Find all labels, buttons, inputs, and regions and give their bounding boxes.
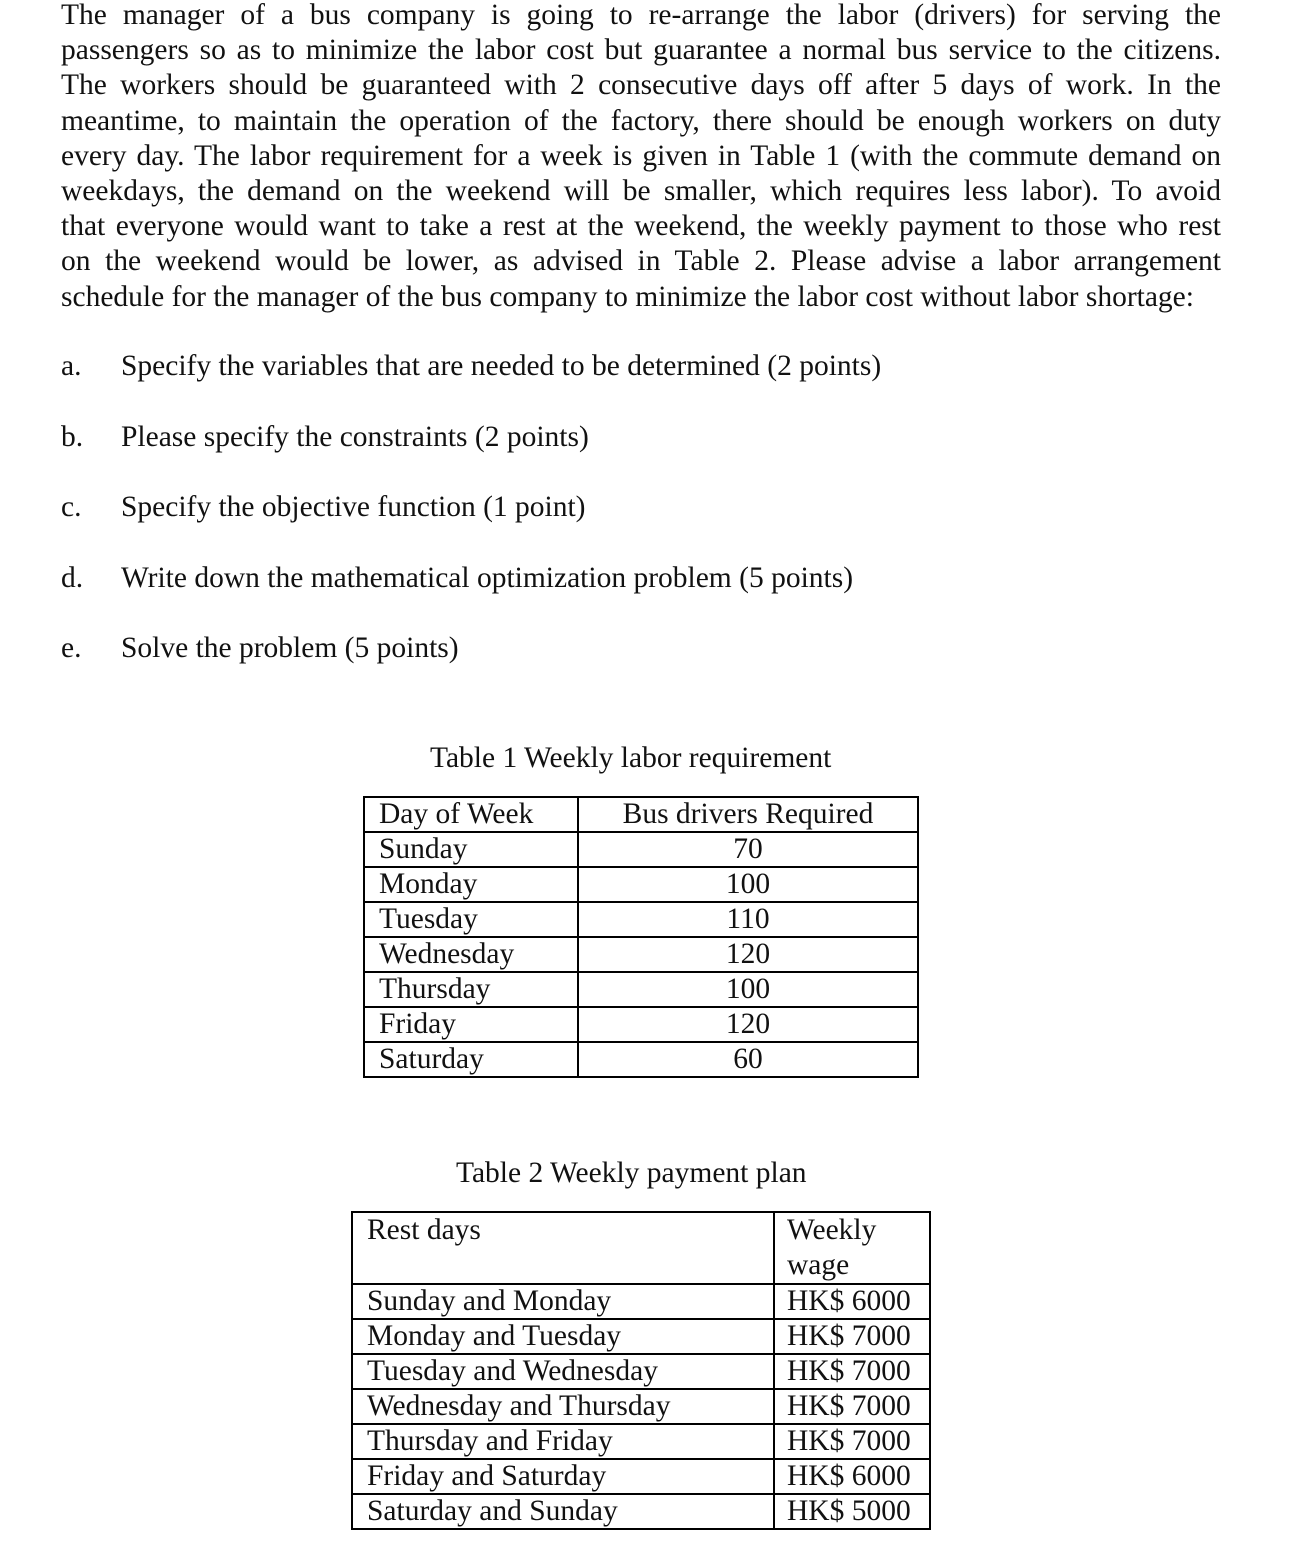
question-text: Solve the problem (5 points) (121, 632, 459, 664)
question-text: Please specify the constraints (2 points) (121, 421, 589, 453)
rest-days-cell: Tuesday and Wednesday (352, 1354, 774, 1389)
question-text: Specify the objective function (1 point) (121, 491, 586, 523)
table-row (352, 1494, 930, 1529)
rest-days-cell: Sunday and Monday (352, 1284, 774, 1319)
rest-days-cell: Thursday and Friday (352, 1424, 774, 1459)
payment-plan-table (351, 1211, 931, 1530)
table-row (364, 832, 918, 867)
table-header-row (352, 1212, 930, 1284)
question-letter: a. (61, 350, 82, 382)
table-row (352, 1424, 930, 1459)
wage-cell: HK$ 7000 (774, 1354, 930, 1389)
question-d (61, 560, 853, 596)
drivers-cell: 120 (578, 937, 918, 972)
table-row (364, 1042, 918, 1077)
wage-cell: HK$ 5000 (774, 1494, 930, 1529)
intro-line: passengers so as to minimize the labor cost but guarantee a normal bus service to the citizens. (61, 34, 1221, 67)
wage-cell: HK$ 7000 (774, 1424, 930, 1459)
wage-cell: HK$ 6000 (774, 1459, 930, 1494)
drivers-cell: 110 (578, 902, 918, 937)
question-letter: b. (61, 421, 84, 453)
drivers-cell: 100 (578, 972, 918, 1007)
column-header-drivers: Bus drivers Required (578, 797, 918, 832)
table2-caption: Table 2 Weekly payment plan (456, 1157, 807, 1189)
table-row (364, 867, 918, 902)
intro-line: every day. The labor requirement for a week is given in Table 1 (with the commute demand on (61, 139, 1221, 172)
day-cell: Thursday (364, 972, 578, 1007)
table-row (352, 1354, 930, 1389)
labor-requirement-table (363, 796, 919, 1078)
wage-cell: HK$ 7000 (774, 1389, 930, 1424)
drivers-cell: 70 (578, 832, 918, 867)
table1-caption: Table 1 Weekly labor requirement (430, 742, 832, 774)
question-letter: d. (61, 562, 84, 594)
table-row (352, 1389, 930, 1424)
table-row (364, 902, 918, 937)
drivers-cell: 100 (578, 867, 918, 902)
question-text: Write down the mathematical optimization problem (5 points) (121, 562, 854, 594)
intro-line: weekdays, the demand on the weekend will be smaller, which requires less labor). To avoid (61, 175, 1221, 208)
table-row (352, 1459, 930, 1494)
question-text: Specify the variables that are needed to be determined (2 points) (121, 350, 882, 382)
day-cell: Tuesday (364, 902, 578, 937)
day-cell: Wednesday (364, 937, 578, 972)
table-header-row (364, 797, 918, 832)
column-header-rest-days: Rest days (352, 1212, 774, 1284)
table-row (364, 937, 918, 972)
question-letter: e. (61, 632, 82, 664)
day-cell: Friday (364, 1007, 578, 1042)
wage-cell: HK$ 7000 (774, 1319, 930, 1354)
question-a (61, 348, 881, 384)
rest-days-cell: Monday and Tuesday (352, 1319, 774, 1354)
table-row (352, 1284, 930, 1319)
intro-line: schedule for the manager of the bus company to minimize the labor cost without labor shortage: (61, 280, 1194, 313)
question-letter: c. (61, 491, 82, 523)
column-header-weekly-wage: Weekly wage (774, 1212, 930, 1284)
wage-cell: HK$ 6000 (774, 1284, 930, 1319)
intro-line: on the weekend would be lower, as advised in Table 2. Please advise a labor arrangement (61, 245, 1221, 278)
column-header-day: Day of Week (364, 797, 578, 832)
day-cell: Sunday (364, 832, 578, 867)
intro-line: that everyone would want to take a rest at the weekend, the weekly payment to those who rest (61, 210, 1221, 243)
table-row (352, 1319, 930, 1354)
intro-line: The manager of a bus company is going to re-arrange the labor (drivers) for serving the (61, 0, 1221, 31)
rest-days-cell: Friday and Saturday (352, 1459, 774, 1494)
problem-statement (61, 0, 1221, 315)
table-row (364, 1007, 918, 1042)
rest-days-cell: Wednesday and Thursday (352, 1389, 774, 1424)
table-row (364, 972, 918, 1007)
question-e (61, 630, 459, 666)
intro-line: meantime, to maintain the operation of the factory, there should be enough workers on duty (61, 104, 1221, 137)
day-cell: Saturday (364, 1042, 578, 1077)
drivers-cell: 60 (578, 1042, 918, 1077)
day-cell: Monday (364, 867, 578, 902)
question-b (61, 419, 589, 455)
question-c (61, 489, 586, 525)
drivers-cell: 120 (578, 1007, 918, 1042)
intro-line: The workers should be guaranteed with 2 consecutive days off after 5 days of work. In the (61, 69, 1221, 102)
rest-days-cell: Saturday and Sunday (352, 1494, 774, 1529)
